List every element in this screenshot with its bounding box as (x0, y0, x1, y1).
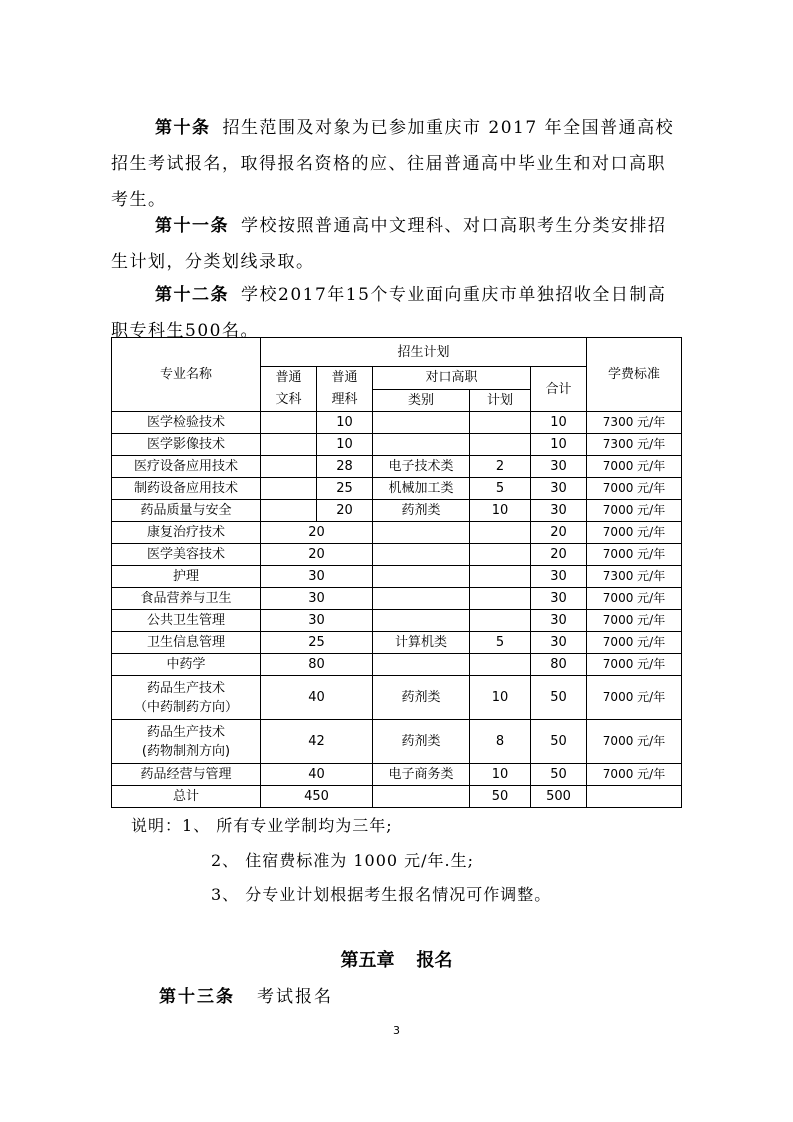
general-plan-cell: 20 (261, 544, 373, 566)
header-major: 专业名称 (112, 338, 261, 412)
vocational-plan-cell (470, 544, 531, 566)
subtotal-cell: 80 (531, 654, 587, 676)
table-row (112, 434, 682, 456)
note-2 (211, 850, 474, 872)
vocational-category-cell: 药剂类 (373, 676, 470, 720)
major-name: 医疗设备应用技术 (133, 459, 238, 474)
arts-cell (261, 500, 317, 522)
vocational-category-cell (373, 588, 470, 610)
header-arts-text: 普通文科 (275, 370, 302, 407)
fee-cell: 7000 元/年 (587, 764, 682, 786)
vocational-category-cell: 电子技术类 (373, 456, 470, 478)
general-plan-cell: 40 (261, 676, 373, 720)
major-name-cell (112, 676, 261, 720)
total-general-cell: 450 (261, 786, 373, 808)
table-row (112, 676, 682, 720)
fee-cell: 7000 元/年 (587, 456, 682, 478)
article-13-label: 第十三条 (159, 987, 235, 1007)
table-row (112, 478, 682, 500)
general-plan-cell: 25 (261, 632, 373, 654)
article-12-text: 学校2017年15个专业面向重庆市单独招收全日制高职专科生500名。 (111, 285, 667, 341)
table-row (112, 456, 682, 478)
table-row (112, 720, 682, 764)
subtotal-cell: 20 (531, 522, 587, 544)
vocational-category-cell: 药剂类 (373, 500, 470, 522)
total-label-cell: 总计 (112, 786, 261, 808)
article-10 (111, 110, 681, 218)
vocational-plan-cell (470, 434, 531, 456)
vocational-plan-cell (470, 566, 531, 588)
major-name-cell (112, 500, 261, 522)
total-row (112, 786, 682, 808)
vocational-plan-cell: 5 (470, 478, 531, 500)
fee-cell: 7000 元/年 (587, 610, 682, 632)
fee-cell: 7000 元/年 (587, 654, 682, 676)
science-cell: 10 (317, 412, 373, 434)
major-name: 药品经营与管理 (140, 767, 232, 782)
article-11 (111, 208, 681, 280)
header-science (317, 367, 373, 412)
note-3 (211, 884, 551, 906)
note-3-text: 3、 分专业计划根据考生报名情况可作调整。 (211, 885, 552, 904)
header-arts (261, 367, 317, 412)
subtotal-cell: 30 (531, 478, 587, 500)
header-vocational: 对口高职 (373, 367, 531, 390)
major-name: 医学影像技术 (146, 437, 225, 452)
fee-cell: 7000 元/年 (587, 720, 682, 764)
vocational-category-cell (373, 544, 470, 566)
vocational-plan-cell (470, 412, 531, 434)
subtotal-cell: 50 (531, 764, 587, 786)
major-name-cell (112, 654, 261, 676)
major-name: 制药设备应用技术 (133, 481, 238, 496)
enrollment-plan-table (111, 337, 682, 808)
note-1 (131, 815, 393, 837)
major-name: 康复治疗技术 (146, 525, 225, 540)
vocational-plan-cell (470, 654, 531, 676)
vocational-category-cell (373, 610, 470, 632)
major-name: 医学检验技术 (146, 415, 225, 430)
table-row (112, 500, 682, 522)
vocational-plan-cell (470, 588, 531, 610)
total-vocational-cell: 50 (470, 786, 531, 808)
article-11-text: 学校按照普通高中文理科、对口高职考生分类安排招生计划，分类划线录取。 (111, 216, 667, 272)
total-sum-cell: 500 (531, 786, 587, 808)
major-name-cell (112, 544, 261, 566)
major-name-cell (112, 434, 261, 456)
fee-cell: 7000 元/年 (587, 676, 682, 720)
subtotal-cell: 20 (531, 544, 587, 566)
vocational-plan-cell (470, 522, 531, 544)
vocational-plan-cell: 10 (470, 764, 531, 786)
major-name-cell (112, 478, 261, 500)
major-direction: （中药制药方向） (133, 699, 238, 715)
subtotal-cell: 30 (531, 632, 587, 654)
table-row (112, 522, 682, 544)
total-fee-cell (587, 786, 682, 808)
fee-cell: 7300 元/年 (587, 434, 682, 456)
science-cell: 10 (317, 434, 373, 456)
fee-cell: 7300 元/年 (587, 566, 682, 588)
chapter-heading (0, 946, 793, 972)
fee-cell: 7000 元/年 (587, 544, 682, 566)
vocational-category-cell (373, 654, 470, 676)
general-plan-cell: 20 (261, 522, 373, 544)
major-name-cell (112, 610, 261, 632)
table-row (112, 654, 682, 676)
vocational-category-cell (373, 434, 470, 456)
fee-cell: 7000 元/年 (587, 588, 682, 610)
table-row (112, 632, 682, 654)
general-plan-cell: 42 (261, 720, 373, 764)
article-10-label: 第十条 (155, 118, 211, 138)
header-plan: 招生计划 (261, 338, 587, 367)
arts-cell (261, 478, 317, 500)
vocational-category-cell (373, 412, 470, 434)
science-cell: 20 (317, 500, 373, 522)
major-name-cell (112, 522, 261, 544)
subtotal-cell: 30 (531, 588, 587, 610)
note-prefix: 说明： (131, 816, 183, 835)
subtotal-cell: 50 (531, 720, 587, 764)
vocational-plan-cell: 2 (470, 456, 531, 478)
subtotal-cell: 30 (531, 456, 587, 478)
major-name: 药品质量与安全 (140, 503, 232, 518)
article-13-text: 考试报名 (257, 987, 333, 1007)
header-subtotal: 合计 (531, 367, 587, 412)
vocational-category-cell: 电子商务类 (373, 764, 470, 786)
article-12-label: 第十二条 (155, 285, 229, 305)
fee-cell: 7300 元/年 (587, 412, 682, 434)
science-cell: 25 (317, 478, 373, 500)
arts-cell (261, 434, 317, 456)
table-row (112, 544, 682, 566)
major-name: 中药学 (166, 657, 206, 672)
article-10-text: 招生范围及对象为已参加重庆市 2017 年全国普通高校招生考试报名，取得报名资格的应、往届普通高中毕业生和对口高职考生。 (111, 118, 675, 210)
fee-cell: 7000 元/年 (587, 478, 682, 500)
article-11-label: 第十一条 (155, 216, 229, 236)
page-number: 3 (393, 1024, 400, 1037)
arts-cell (261, 412, 317, 434)
major-name-cell (112, 456, 261, 478)
general-plan-cell: 30 (261, 610, 373, 632)
general-plan-cell: 80 (261, 654, 373, 676)
major-name-cell (112, 588, 261, 610)
article-13 (159, 982, 333, 1007)
subtotal-cell: 10 (531, 434, 587, 456)
major-direction: (药物制剂方向) (141, 743, 231, 759)
vocational-category-cell: 计算机类 (373, 632, 470, 654)
vocational-category-cell: 药剂类 (373, 720, 470, 764)
header-fee: 学费标准 (587, 338, 682, 412)
major-name: 药品生产技术 (146, 724, 225, 740)
major-name: 食品营养与卫生 (140, 591, 232, 606)
general-plan-cell: 30 (261, 566, 373, 588)
vocational-plan-cell: 8 (470, 720, 531, 764)
major-name: 公共卫生管理 (146, 613, 225, 628)
note-1-text: 1、 所有专业学制均为三年; (182, 816, 393, 835)
major-name-cell (112, 764, 261, 786)
major-name-cell (112, 566, 261, 588)
fee-cell: 7000 元/年 (587, 632, 682, 654)
major-name: 药品生产技术 (146, 680, 225, 696)
major-name: 医学美容技术 (146, 547, 225, 562)
major-name-cell (112, 720, 261, 764)
vocational-plan-cell: 10 (470, 500, 531, 522)
major-name: 护理 (172, 569, 199, 584)
table-row (112, 764, 682, 786)
science-cell: 28 (317, 456, 373, 478)
vocational-plan-cell (470, 610, 531, 632)
major-name-cell (112, 632, 261, 654)
header-category: 类别 (373, 389, 470, 412)
table-row (112, 610, 682, 632)
header-plan-num: 计划 (470, 389, 531, 412)
header-science-text: 普通理科 (331, 370, 358, 407)
vocational-plan-cell: 5 (470, 632, 531, 654)
total-category-cell (373, 786, 470, 808)
subtotal-cell: 30 (531, 566, 587, 588)
fee-cell: 7000 元/年 (587, 522, 682, 544)
vocational-category-cell: 机械加工类 (373, 478, 470, 500)
table-row (112, 566, 682, 588)
subtotal-cell: 50 (531, 676, 587, 720)
general-plan-cell: 40 (261, 764, 373, 786)
arts-cell (261, 456, 317, 478)
vocational-plan-cell: 10 (470, 676, 531, 720)
chapter-title: 报名 (416, 950, 453, 971)
vocational-category-cell (373, 522, 470, 544)
note-2-text: 2、 住宿费标准为 1000 元/年.生; (211, 851, 475, 870)
major-name-cell (112, 412, 261, 434)
fee-cell: 7000 元/年 (587, 500, 682, 522)
subtotal-cell: 30 (531, 500, 587, 522)
general-plan-cell: 30 (261, 588, 373, 610)
table-row (112, 588, 682, 610)
subtotal-cell: 10 (531, 412, 587, 434)
table-row (112, 412, 682, 434)
subtotal-cell: 30 (531, 610, 587, 632)
vocational-category-cell (373, 566, 470, 588)
chapter-number: 第五章 (340, 950, 395, 971)
major-name: 卫生信息管理 (146, 635, 225, 650)
